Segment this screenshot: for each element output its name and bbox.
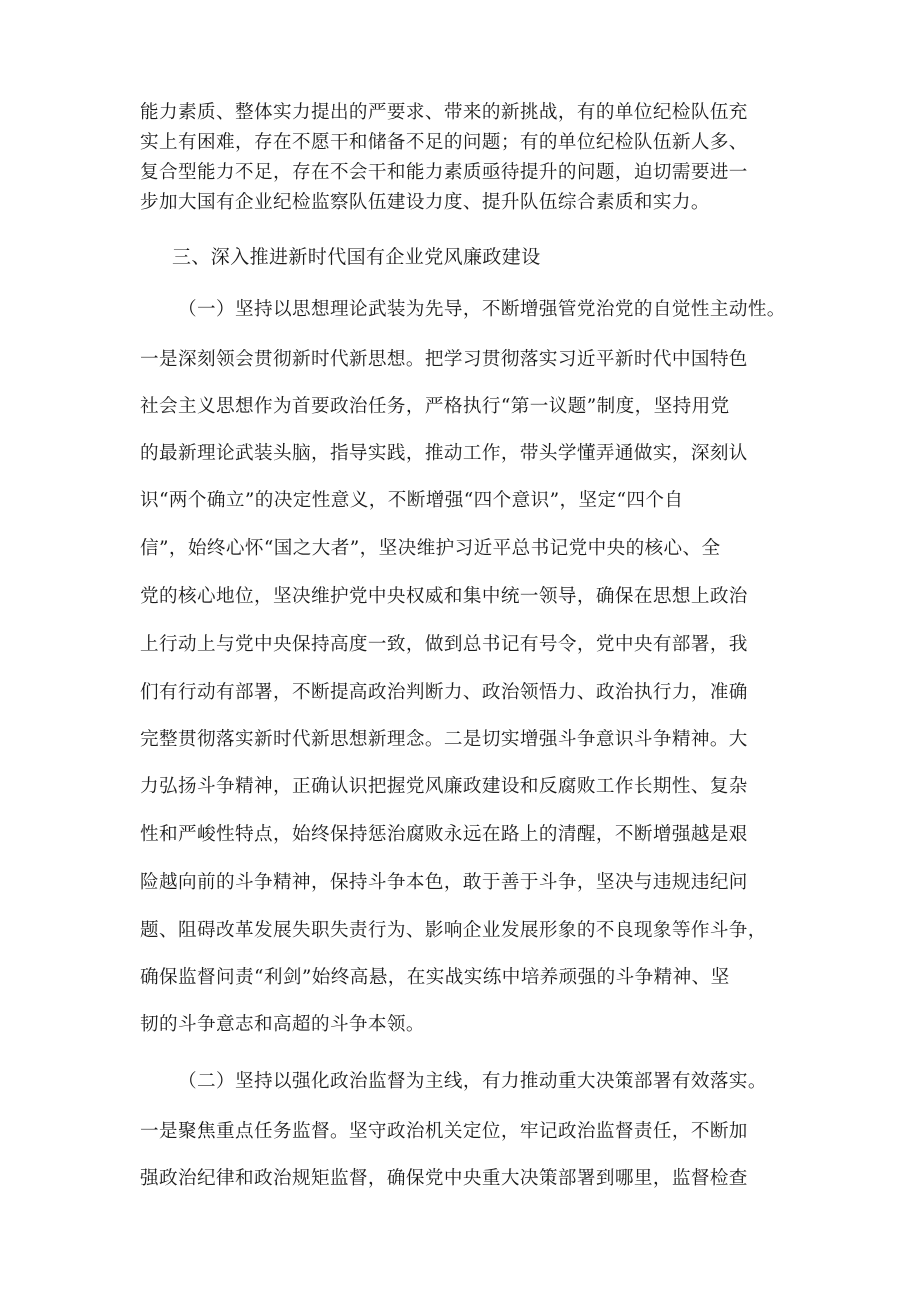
paragraph-line: 社会主义思想作为首要政治任务，严格执行“第一议题”制度，坚持用党 [140,396,730,417]
paragraph-line: 上行动上与党中央保持高度一致，做到总书记有号令，党中央有部署，我 [140,634,748,655]
paragraph-line: 强政治纪律和政治规矩监督，确保党中央重大决策部署到哪里，监督检查 [140,1168,748,1189]
paragraph-line: 们有行动有部署，不断提高政治判断力、政治领悟力、政治执行力，准确 [140,682,748,703]
paragraph-line: 韧的斗争意志和高超的斗争本领。 [140,1014,425,1035]
paragraph-line: 一是聚焦重点任务监督。坚守政治机关定位，牢记政治监督责任，不断加 [140,1121,748,1142]
paragraph-line: 完整贯彻落实新时代新思想新理念。二是切实增强斗争意识斗争精神。大 [140,729,748,750]
paragraph-line: 步加大国有企业纪检监察队伍建设力度、提升队伍综合素质和实力。 [140,192,710,213]
paragraph-line: 一是深刻领会贯彻新时代新思想。把学习贯彻落实习近平新时代中国特色 [140,349,748,370]
paragraph-line: 识“两个确立”的决定性意义，不断增强“四个意识”，坚定“四个自 [140,490,684,511]
paragraph-line: 题、阻碍改革发展失职失责行为、影响企业发展形象的不良现象等作斗争， [140,920,767,941]
paragraph-line: 党的核心地位，坚决维护党中央权威和集中统一领导，确保在思想上政治 [140,586,748,607]
paragraph-line: 实上有困难，存在不愿干和储备不足的问题；有的单位纪检队伍新人多、 [140,132,748,153]
subsection-heading-1: （一）坚持以思想理论武装为先导，不断增强管党治党的自觉性主动性。 [178,299,786,320]
paragraph-line: 信”，始终心怀“国之大者”，坚决维护习近平总书记党中央的核心、全 [140,538,721,559]
paragraph-line: 能力素质、整体实力提出的严要求、带来的新挑战，有的单位纪检队伍充 [140,102,748,123]
paragraph-line: 的最新理论武装头脑，指导实践，推动工作，带头学懂弄通做实，深刻认 [140,443,748,464]
paragraph-line: 力弘扬斗争精神，正确认识把握党风廉政建设和反腐败工作长期性、复杂 [140,776,748,797]
paragraph-line: 性和严峻性特点，始终保持惩治腐败永远在路上的清醒，不断增强越是艰 [140,824,748,845]
subsection-heading-2: （二）坚持以强化政治监督为主线，有力推动重大决策部署有效落实。 [178,1071,767,1092]
section-heading: 三、深入推进新时代国有企业党风廉政建设 [172,246,541,268]
paragraph-line: 复合型能力不足，存在不会干和能力素质亟待提升的问题，迫切需要进一 [140,162,748,183]
paragraph-line: 险越向前的斗争精神，保持斗争本色，敢于善于斗争，坚决与违规违纪问 [140,872,748,893]
paragraph-line: 确保监督问责“利剑”始终高悬，在实战实练中培养顽强的斗争精神、坚 [140,967,730,988]
